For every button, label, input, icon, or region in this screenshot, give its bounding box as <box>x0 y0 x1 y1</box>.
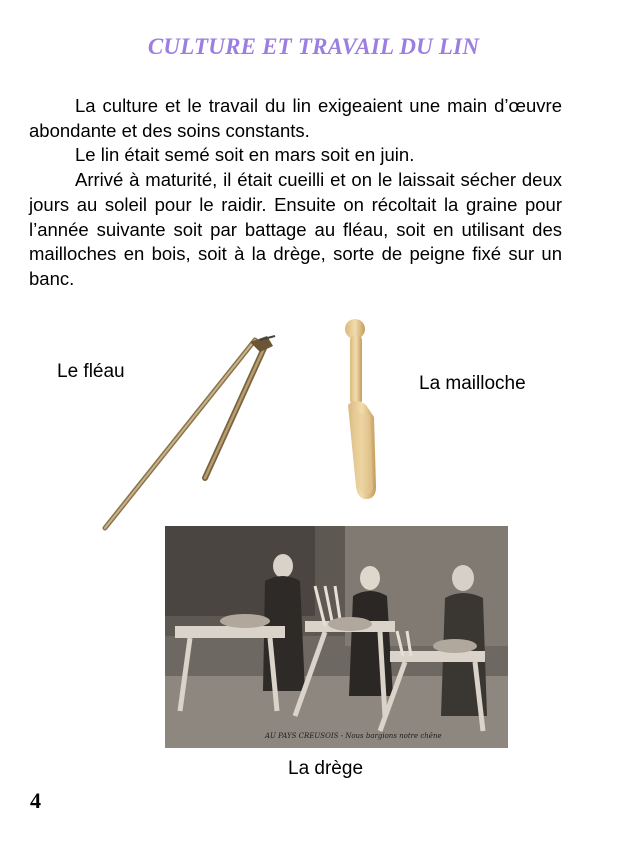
caption-drege: La drège <box>288 758 364 779</box>
mailloche-illustration <box>340 317 410 502</box>
body-text <box>29 94 562 292</box>
caption-fleau: Le fléau <box>57 361 125 382</box>
paragraph-1: La culture et le travail du lin exigeaient une main d’œuvre abondante et des soins constants. <box>29 95 562 141</box>
page-title: CULTURE ET TRAVAIL DU LIN <box>147 34 480 59</box>
caption-mailloche: La mailloche <box>419 373 526 394</box>
fleau-illustration <box>95 328 285 533</box>
drege-photo <box>165 526 508 748</box>
paragraph-3: Arrivé à maturité, il était cueilli et on le laissait sécher deux jours au soleil pour le raidir. Ensuite on récoltait la graine pour l’année suivante soit par battage au fléau, soit en utilisant des mailloches en bois, soit à la drège, sorte de peigne fixé sur un banc. <box>29 169 562 289</box>
photo-caption: AU PAYS CREUSOIS - Nous bargions notre chêne <box>265 732 442 740</box>
paragraph-2: Le lin était semé soit en mars soit en juin. <box>75 144 415 166</box>
page-number: 4 <box>30 788 41 813</box>
